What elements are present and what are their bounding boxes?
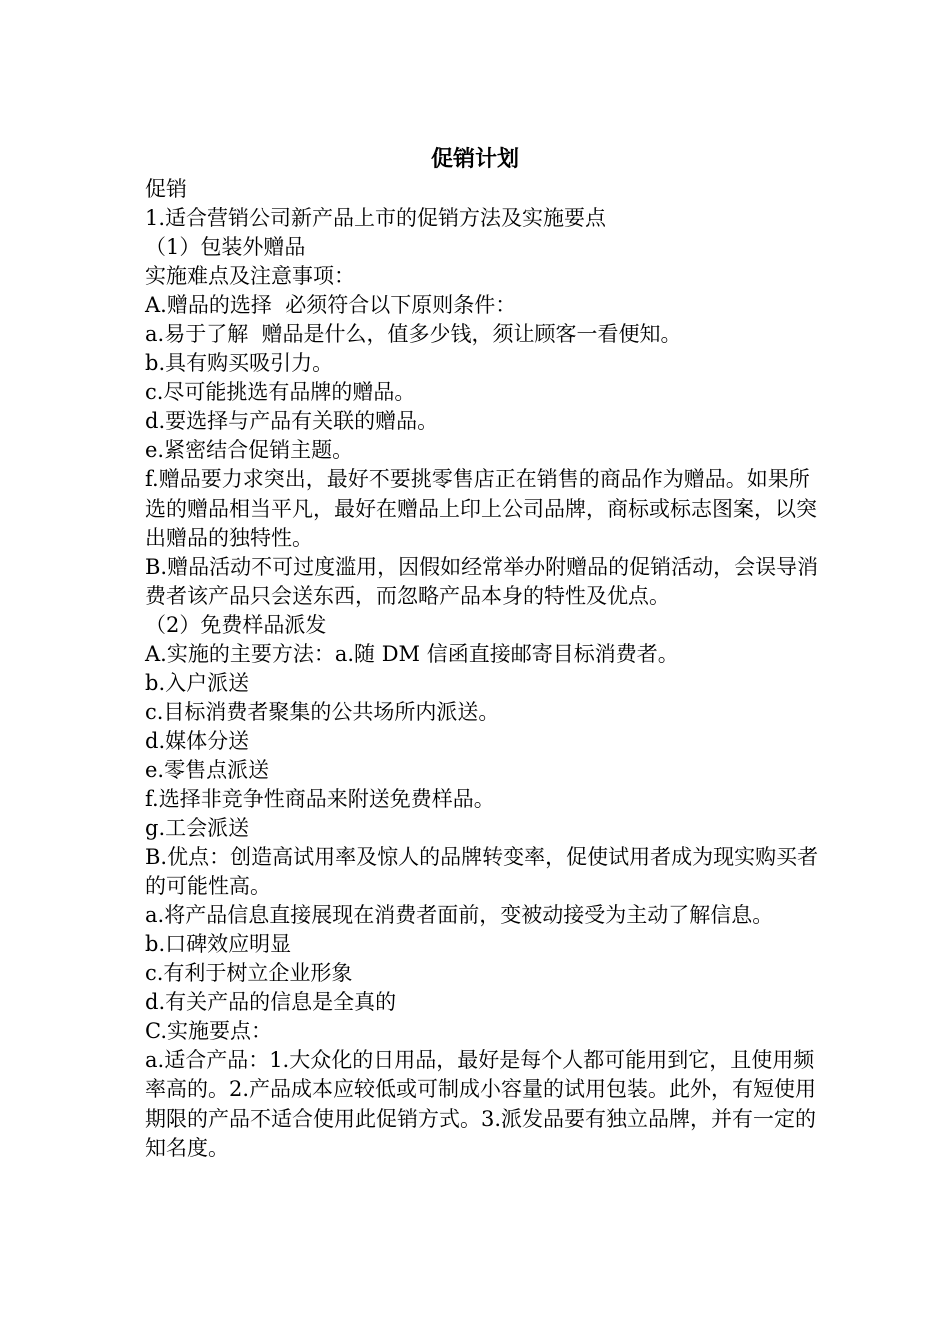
paragraph: 1.适合营销公司新产品上市的促销方法及实施要点 xyxy=(145,206,607,231)
paragraph: b.口碑效应明显 xyxy=(145,932,292,957)
paragraph: a.将产品信息直接展现在消费者面前，变被动接受为主动了解信息。 xyxy=(145,903,774,928)
paragraph: A.赠品的选择 必须符合以下原则条件： xyxy=(145,293,517,318)
paragraph: f.选择非竞争性商品来附送免费样品。 xyxy=(145,786,495,811)
paragraph: b.具有购买吸引力。 xyxy=(145,351,334,376)
paragraph: d.有关产品的信息是全真的 xyxy=(145,990,397,1015)
document-title: 促销计划 xyxy=(430,146,519,172)
paragraph: （2）免费样品派发 xyxy=(145,612,327,637)
paragraph: （1）包装外赠品 xyxy=(145,235,306,260)
paragraph: e.零售点派送 xyxy=(145,757,270,782)
paragraph: b.入户派送 xyxy=(145,670,250,695)
paragraph: c.有利于树立企业形象 xyxy=(145,961,353,986)
paragraph: d.媒体分送 xyxy=(145,728,250,753)
paragraph: B.优点：创造高试用率及惊人的品牌转变率，促使试用者成为现实购买者的可能性高。 xyxy=(145,845,819,899)
paragraph: c.尽可能挑选有品牌的赠品。 xyxy=(145,380,416,405)
paragraph: f.赠品要力求突出，最好不要挑零售店正在销售的商品作为赠品。如果所选的赠品相当平凡，最好在赠品上印上公司品牌，商标或标志图案，以突出赠品的独特性。 xyxy=(145,467,817,550)
paragraph: B.赠品活动不可过度滥用，因假如经常举办附赠品的促销活动，会误导消费者该产品只会送东西，而忽略产品本身的特性及优点。 xyxy=(145,554,819,608)
paragraph: a.适合产品：1.大众化的日用品，最好是每个人都可能用到它，且使用频率高的。2.产品成本应较低或可制成小容量的试用包装。此外，有短使用期限的产品不适合使用此促销方式。3.派发品要有独立品牌，并有一定的知名度。 xyxy=(145,1048,817,1160)
paragraph: 实施难点及注意事项： xyxy=(145,264,355,289)
paragraph: 促销 xyxy=(145,177,187,201)
paragraph: a.易于了解 赠品是什么，值多少钱，须让顾客一看便知。 xyxy=(145,322,682,347)
document-body xyxy=(145,175,820,1163)
paragraph: A.实施的主要方法：a.随 DM 信函直接邮寄目标消费者。 xyxy=(145,641,679,666)
paragraph: c.目标消费者聚集的公共场所内派送。 xyxy=(145,699,500,724)
paragraph: e.紧密结合促销主题。 xyxy=(145,438,354,463)
paragraph: g.工会派送 xyxy=(145,816,250,841)
paragraph: C.实施要点： xyxy=(145,1019,272,1044)
paragraph: d.要选择与产品有关联的赠品。 xyxy=(145,409,439,434)
